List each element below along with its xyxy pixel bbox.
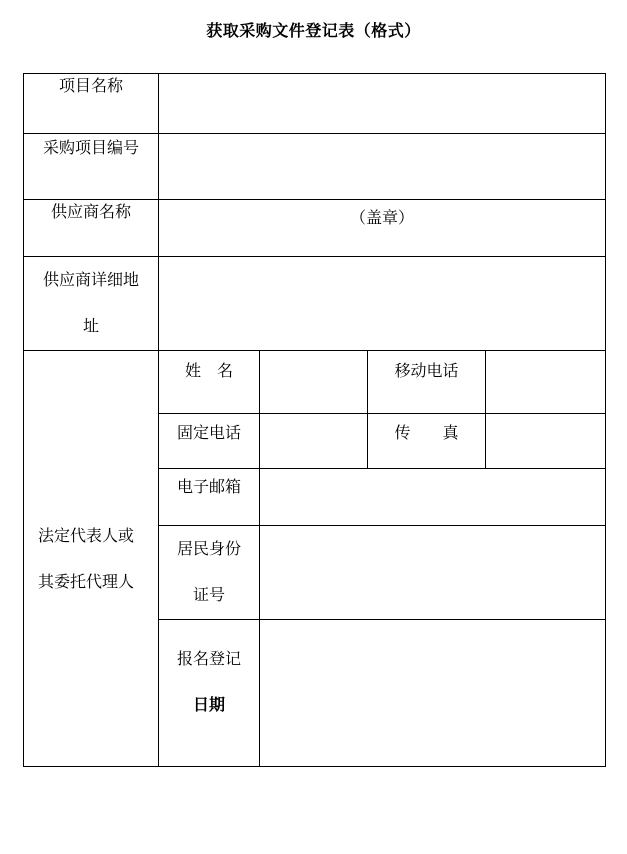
fax-field[interactable]: [486, 414, 606, 469]
seal-note: （盖章）: [349, 208, 414, 227]
id-number-label-line2: 证号: [192, 585, 225, 604]
row-supplier-address: [24, 257, 606, 351]
registration-date-label-line1: 报名登记: [176, 649, 241, 668]
supplier-address-label-line2: 址: [82, 316, 99, 335]
project-name-label: 项目名称: [24, 74, 159, 134]
name-label: 姓 名: [159, 351, 260, 414]
name-field[interactable]: [260, 351, 368, 414]
registration-date-label-line2: 日期: [192, 695, 225, 714]
legal-rep-label: [24, 351, 159, 767]
fax-label: 传 真: [368, 414, 486, 469]
registration-form-table: [23, 73, 606, 767]
id-number-field[interactable]: [260, 526, 606, 620]
row-project-name: [24, 74, 606, 134]
legal-rep-label-line1: 法定代表人或: [38, 525, 135, 545]
registration-date-label: [159, 620, 260, 767]
email-field[interactable]: [260, 469, 606, 526]
id-number-label: [159, 526, 260, 620]
project-number-field[interactable]: [159, 134, 606, 200]
form-title: 获取采购文件登记表（格式）: [206, 21, 421, 40]
registration-date-field[interactable]: [260, 620, 606, 767]
mobile-field[interactable]: [486, 351, 606, 414]
supplier-address-label-line1: 供应商详细地: [42, 270, 139, 289]
row-name-mobile: [24, 351, 606, 414]
landline-label: 固定电话: [159, 414, 260, 469]
email-label: 电子邮箱: [159, 469, 260, 526]
project-name-field[interactable]: [159, 74, 606, 134]
landline-field[interactable]: [260, 414, 368, 469]
project-number-label: 采购项目编号: [24, 134, 159, 200]
supplier-address-label: [24, 257, 159, 351]
legal-rep-label-line2: 其委托代理人: [38, 571, 135, 591]
supplier-name-label: 供应商名称: [24, 200, 159, 257]
mobile-label: 移动电话: [368, 351, 486, 414]
supplier-name-field[interactable]: [159, 200, 606, 257]
row-supplier-name: [24, 200, 606, 257]
supplier-address-field[interactable]: [159, 257, 606, 351]
row-project-number: [24, 134, 606, 200]
id-number-label-line1: 居民身份: [176, 539, 241, 558]
